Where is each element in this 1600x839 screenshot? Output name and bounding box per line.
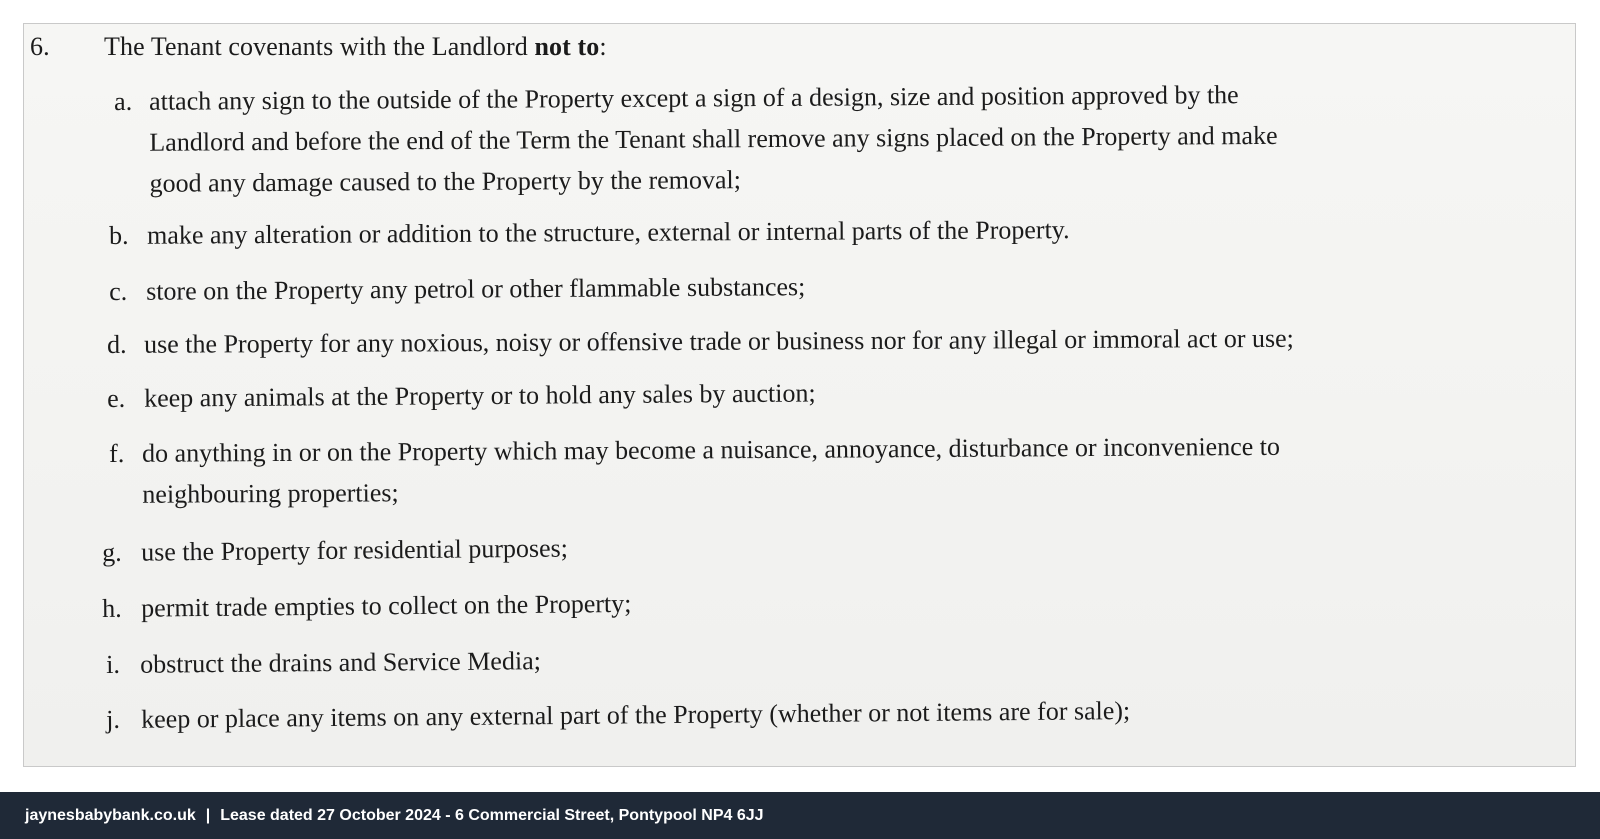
- covenant-item-text: use the Property for residential purposes;: [141, 533, 569, 567]
- covenant-item-letter: c.: [109, 276, 128, 306]
- covenant-item-text: use the Property for any noxious, noisy or offensive trade or business nor for any illegal or immoral act or use;: [144, 323, 1294, 359]
- covenant-item-letter: b.: [109, 220, 129, 250]
- covenant-item-text: do anything in or on the Property which may become a nuisance, annoyance, disturbance or inconvenience to: [142, 431, 1281, 468]
- footer-site: jaynesbabybank.co.uk: [25, 807, 196, 824]
- covenant-item-text: keep any animals at the Property or to hold any sales by auction;: [144, 378, 816, 413]
- clause-intro-end: :: [599, 32, 607, 61]
- covenant-item-text: Landlord and before the end of the Term the Tenant shall remove any signs placed on the Property and make: [149, 120, 1278, 157]
- clause-intro-bold: not to: [534, 32, 600, 61]
- covenant-item-text: attach any sign to the outside of the Property except a sign of a design, size and position approved by the: [149, 80, 1239, 116]
- clause-heading: [30, 32, 607, 62]
- clause-number: 6.: [30, 32, 50, 61]
- clause-intro: The Tenant covenants with the Landlord: [104, 32, 528, 61]
- footer-caption: Lease dated 27 October 2024 - 6 Commercial Street, Pontypool NP4 6JJ: [220, 807, 764, 824]
- footer-bar: [0, 792, 1600, 839]
- covenant-item-letter: f.: [109, 438, 125, 468]
- covenant-item-letter: d.: [107, 329, 127, 359]
- covenant-item-text: obstruct the drains and Service Media;: [140, 646, 542, 679]
- covenant-item-text: store on the Property any petrol or other flammable substances;: [146, 272, 806, 306]
- footer-separator: |: [205, 807, 211, 824]
- covenant-item-text: neighbouring properties;: [142, 478, 399, 509]
- covenant-item-letter: j.: [106, 704, 121, 734]
- covenant-item-letter: e.: [107, 383, 126, 413]
- covenant-item-letter: a.: [114, 86, 133, 116]
- covenant-item-letter: g.: [102, 537, 122, 567]
- covenant-item-text: keep or place any items on any external part of the Property (whether or not items are for sale);: [141, 696, 1131, 734]
- covenant-item-text: permit trade empties to collect on the Property;: [141, 588, 632, 623]
- covenant-item-letter: h.: [102, 593, 122, 623]
- covenant-item-text: make any alteration or addition to the structure, external or internal parts of the Property.: [147, 215, 1070, 250]
- lease-document-image: [23, 23, 1576, 767]
- covenant-item-letter: i.: [106, 649, 121, 679]
- covenant-item-text: good any damage caused to the Property by the removal;: [149, 165, 742, 198]
